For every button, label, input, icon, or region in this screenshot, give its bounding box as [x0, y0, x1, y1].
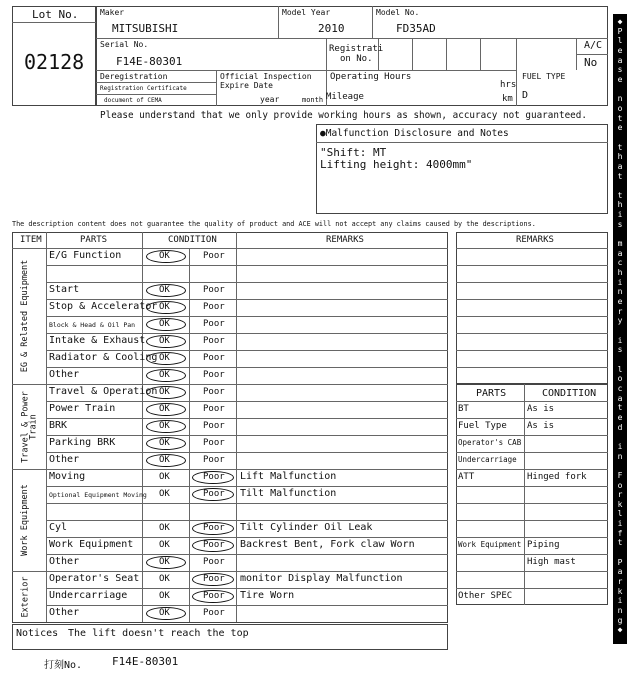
sidebar-char: m: [617, 239, 623, 249]
right-row-line: [456, 316, 608, 317]
serial-label: Serial No.: [100, 40, 149, 49]
sidebar-char: k: [617, 499, 623, 509]
row-part: Stop & Accelerator: [49, 301, 158, 312]
table-col-line: [46, 232, 47, 622]
ok-selected-oval: [146, 284, 186, 297]
deregistration-label: Deregistration: [100, 72, 168, 81]
right-parts-header: PARTS: [476, 388, 507, 399]
row-part: Radiator & Cooling: [49, 352, 158, 363]
ok-selected-oval: [146, 369, 186, 382]
right-row-line: [456, 265, 608, 266]
operating-hours-label: Operating Hours: [330, 72, 412, 82]
sidebar-char: i: [617, 210, 623, 220]
row-remark: Tilt Cylinder Oil Leak: [240, 522, 373, 533]
row-poor: Poor: [203, 608, 225, 618]
sidebar-char: h: [617, 152, 623, 162]
row-part: E/G Function: [49, 250, 122, 261]
table-row-line: [46, 350, 448, 351]
row-ok: OK: [159, 540, 170, 550]
table-row-line: [46, 588, 448, 589]
right-row-line: [456, 554, 608, 555]
sidebar-char: r: [617, 306, 623, 316]
mileage-label: Mileage: [326, 92, 364, 102]
right-row-line: [456, 248, 608, 249]
row-ok: OK: [159, 591, 170, 601]
ok-selected-oval: [146, 420, 186, 433]
row-part: Work Equipment: [49, 539, 134, 550]
sidebar-char: n: [617, 451, 623, 461]
sidebar-char: l: [617, 364, 623, 374]
row-ok: OK: [159, 455, 170, 465]
table-row-line: [46, 605, 448, 606]
row-poor: Poor: [203, 285, 225, 295]
disclaimer: The description content does not guarantee the quality of product and ACE will not accept any claims caused by the descriptions.: [12, 220, 536, 228]
sidebar-char: n: [617, 287, 623, 297]
serial-value: F14E-80301: [116, 55, 183, 68]
table-row-line: [46, 503, 448, 504]
table-row-line: [46, 452, 448, 453]
sidebar-char: c: [617, 383, 623, 393]
right-row-part: Other SPEC: [458, 591, 513, 601]
working-hours-notice: Please understand that we only provide working hours as shown, accuracy not guaranteed.: [100, 110, 587, 121]
sidebar-char: i: [617, 596, 623, 606]
right-row-condition: As is: [527, 421, 555, 431]
sidebar-char: e: [617, 297, 623, 307]
row-ok: OK: [159, 285, 170, 295]
right-row-part: Fuel Type: [458, 421, 507, 431]
right-row-part: Work Equipment: [458, 540, 522, 549]
right-row-condition: High mast: [527, 557, 576, 567]
table-row-line: [46, 418, 448, 419]
table-row-line: [12, 248, 448, 249]
official-inspection-label: Official Inspection: [220, 72, 312, 81]
sidebar-char: a: [617, 393, 623, 403]
row-poor: Poor: [203, 540, 225, 550]
row-ok: OK: [159, 387, 170, 397]
table-row-line: [46, 435, 448, 436]
sidebar-char: s: [617, 219, 623, 229]
row-poor: Poor: [203, 455, 225, 465]
registration-label-2: on No.: [340, 54, 373, 64]
row-ok: OK: [159, 472, 170, 482]
row-ok: OK: [159, 438, 170, 448]
row-ok: OK: [159, 404, 170, 414]
model-year-label: Model Year: [282, 8, 331, 17]
row-poor: Poor: [203, 574, 225, 584]
hrs-label: hrs: [500, 80, 517, 90]
sidebar-char: c: [617, 258, 623, 268]
sidebar-char: ◆: [617, 17, 623, 26]
right-row-line: [456, 469, 608, 470]
sidebar-char: l: [617, 509, 623, 519]
registration-certificate-label: Registration Certificate: [100, 85, 187, 92]
right-remarks-header: REMARKS: [516, 235, 554, 245]
row-ok: OK: [159, 557, 170, 567]
right-row-condition: Hinged fork: [527, 472, 587, 482]
right-row-part: ATT: [458, 472, 475, 482]
sidebar-char: i: [617, 335, 623, 345]
sidebar-char: y: [617, 316, 623, 326]
malfunction-line-1: "Shift: MT: [320, 146, 387, 159]
right-row-line: [456, 333, 608, 334]
ok-selected-oval: [146, 437, 186, 450]
row-remark: Lift Malfunction: [240, 471, 337, 482]
right-row-line: [456, 435, 608, 436]
registration-label-1: Registrati: [329, 44, 384, 54]
sidebar-char: t: [617, 403, 623, 413]
sidebar-char: l: [617, 36, 623, 46]
table-row-line: [46, 316, 448, 317]
row-poor: Poor: [203, 387, 225, 397]
fuel-type-label: FUEL TYPE: [522, 72, 566, 81]
right-row-line: [456, 503, 608, 504]
poor-selected-oval: [192, 522, 234, 535]
table-row-line: [46, 401, 448, 402]
lot-label: Lot No.: [32, 8, 79, 21]
sidebar-char: f: [617, 528, 623, 538]
right-row-part: BT: [458, 404, 469, 414]
poor-selected-oval: [192, 488, 234, 501]
row-part: Power Train: [49, 403, 116, 414]
maker-value: MITSUBISHI: [112, 22, 179, 35]
sidebar-char: e: [617, 412, 623, 422]
group-label: Exterior: [20, 576, 30, 617]
table-row-line: [46, 299, 448, 300]
right-row-line: [456, 452, 608, 453]
poor-selected-oval: [192, 573, 234, 586]
row-part: Intake & Exhaust: [49, 335, 146, 346]
model-no-value: FD35AD: [396, 22, 436, 35]
table-row-line: [46, 537, 448, 538]
ok-selected-oval: [146, 301, 186, 314]
row-poor: Poor: [203, 336, 225, 346]
month-label: month: [302, 96, 324, 104]
sidebar-char: P: [617, 26, 623, 36]
right-row-line: [456, 537, 608, 538]
row-ok: OK: [159, 302, 170, 312]
sidebar-char: P: [617, 557, 623, 567]
sidebar-char: o: [617, 103, 623, 113]
sidebar-char: s: [617, 345, 623, 355]
row-part: Parking BRK: [49, 437, 116, 448]
row-remark: monitor Display Malfunction: [240, 573, 403, 584]
right-row-line: [456, 486, 608, 487]
ok-selected-oval: [146, 556, 186, 569]
ok-selected-oval: [146, 318, 186, 331]
group-label: EG & Related Equipment: [20, 259, 30, 373]
row-ok: OK: [159, 336, 170, 346]
row-poor: Poor: [203, 489, 225, 499]
maker-label: Maker: [100, 8, 125, 17]
ok-selected-oval: [146, 335, 186, 348]
right-row-line: [456, 367, 608, 368]
sidebar-char: a: [617, 567, 623, 577]
row-part: Undercarriage: [49, 590, 128, 601]
right-condition-header: CONDITION: [542, 388, 597, 399]
table-row-line: [46, 554, 448, 555]
row-part: BRK: [49, 420, 68, 431]
sidebar-char: e: [617, 74, 623, 84]
notices-label: Notices: [16, 628, 59, 639]
sidebar-char: t: [617, 538, 623, 548]
lot-number: 02128: [24, 50, 85, 74]
row-ok: OK: [159, 489, 170, 499]
poor-selected-oval: [192, 539, 234, 552]
ok-selected-oval: [146, 454, 186, 467]
row-poor: Poor: [203, 251, 225, 261]
table-row-line: [12, 469, 448, 470]
table-row-line: [46, 265, 448, 266]
sidebar-char: g: [617, 615, 623, 625]
group-label: Travel & Power Train: [20, 390, 38, 463]
sidebar-char: n: [617, 94, 623, 104]
row-part: Start: [49, 284, 80, 295]
row-poor: Poor: [203, 438, 225, 448]
row-poor: Poor: [203, 523, 225, 533]
table-row-line: [46, 520, 448, 521]
row-ok: OK: [159, 608, 170, 618]
right-row-part: Operator's CAB: [458, 438, 522, 447]
sidebar-char: t: [617, 171, 623, 181]
table-row-line: [46, 486, 448, 487]
sidebar-char: a: [617, 161, 623, 171]
row-ok: OK: [159, 319, 170, 329]
row-ok: OK: [159, 421, 170, 431]
ok-selected-oval: [146, 250, 186, 263]
row-part: Other: [49, 607, 80, 618]
row-remark: Tire Worn: [240, 590, 295, 601]
right-row-line: [456, 418, 608, 419]
sidebar-char: t: [617, 113, 623, 123]
ok-selected-oval: [146, 403, 186, 416]
table-col-line: [142, 232, 143, 622]
right-row-line: [456, 401, 608, 402]
row-poor: Poor: [203, 370, 225, 380]
header-remarks: REMARKS: [326, 235, 364, 245]
sidebar-char: s: [617, 65, 623, 75]
right-row-line: [456, 282, 608, 283]
ok-selected-oval: [146, 386, 186, 399]
row-part: Block & Head & Oil Pan: [49, 321, 136, 329]
right-row-line: [456, 350, 608, 351]
poor-selected-oval: [192, 590, 234, 603]
right-row-part: Undercarriage: [458, 455, 517, 464]
ac-label: A/C: [584, 40, 603, 51]
row-remark: Tilt Malfunction: [240, 488, 337, 499]
row-poor: Poor: [203, 319, 225, 329]
sidebar-char: e: [617, 45, 623, 55]
row-poor: Poor: [203, 472, 225, 482]
header-condition: CONDITION: [168, 235, 217, 245]
ok-selected-oval: [146, 607, 186, 620]
model-no-label: Model No.: [376, 8, 420, 17]
row-ok: OK: [159, 370, 170, 380]
header-parts: PARTS: [80, 235, 108, 245]
row-ok: OK: [159, 574, 170, 584]
row-poor: Poor: [203, 421, 225, 431]
sidebar-char: a: [617, 55, 623, 65]
sidebar-char: k: [617, 586, 623, 596]
row-part: Optional Equipment Moving: [49, 491, 147, 499]
table-row-line: [46, 367, 448, 368]
right-row-line: [456, 588, 608, 589]
row-ok: OK: [159, 353, 170, 363]
row-ok: OK: [159, 523, 170, 533]
right-row-line: [456, 299, 608, 300]
fuel-type-value: D: [522, 90, 529, 101]
sidebar-char: t: [617, 190, 623, 200]
sidebar-char: i: [617, 277, 623, 287]
sidebar-char: r: [617, 490, 623, 500]
table-row-line: [12, 571, 448, 572]
row-poor: Poor: [203, 404, 225, 414]
right-row-line: [456, 520, 608, 521]
right-row-condition: As is: [527, 404, 555, 414]
sidebar-char: h: [617, 200, 623, 210]
sidebar-char: n: [617, 606, 623, 616]
table-row-line: [46, 282, 448, 283]
row-ok: OK: [159, 251, 170, 261]
row-poor: Poor: [203, 302, 225, 312]
right-row-line: [456, 571, 608, 572]
row-part: Other: [49, 454, 80, 465]
sidebar-char: ◆: [617, 625, 623, 635]
row-remark: Backrest Bent, Fork claw Worn: [240, 539, 415, 550]
header-item: ITEM: [20, 235, 42, 245]
sidebar-char: d: [617, 422, 623, 432]
row-poor: Poor: [203, 557, 225, 567]
table-row-line: [12, 384, 448, 385]
sidebar-char: F: [617, 470, 623, 480]
row-part: Operator's Seat: [49, 573, 140, 584]
sidebar-char: i: [617, 519, 623, 529]
poor-selected-oval: [192, 471, 234, 484]
expire-date-label: Expire Date: [220, 81, 273, 90]
sidebar-char: r: [617, 577, 623, 587]
row-part: Other: [49, 556, 80, 567]
row-poor: Poor: [203, 353, 225, 363]
row-part: Other: [49, 369, 80, 380]
row-part: Moving: [49, 471, 86, 482]
malfunction-title: ●Malfunction Disclosure and Notes: [320, 128, 509, 139]
sidebar-char: e: [617, 123, 623, 133]
sidebar-char: h: [617, 268, 623, 278]
ok-selected-oval: [146, 352, 186, 365]
group-label: Work Equipment: [20, 484, 30, 556]
location-sidebar: [613, 14, 627, 644]
row-poor: Poor: [203, 591, 225, 601]
stamp-value: F14E-80301: [112, 655, 179, 668]
ac-value: No: [584, 56, 598, 69]
row-part: Travel & Operation: [49, 386, 158, 397]
sidebar-char: a: [617, 248, 623, 258]
sidebar-char: i: [617, 441, 623, 451]
sidebar-char: t: [617, 142, 623, 152]
malfunction-line-2: Lifting height: 4000mm": [320, 158, 473, 171]
model-year-value: 2010: [318, 22, 345, 35]
sidebar-char: o: [617, 480, 623, 490]
sidebar-char: o: [617, 374, 623, 384]
stamp-label: 打刻No.: [44, 660, 83, 671]
right-row-condition: Piping: [527, 540, 560, 550]
table-row-line: [46, 333, 448, 334]
km-label: km: [502, 94, 513, 104]
notices-text: The lift doesn't reach the top: [68, 628, 249, 639]
table-col-line: [236, 232, 237, 622]
row-part: Cyl: [49, 522, 68, 533]
year-label: year: [260, 95, 280, 104]
right-remarks-frame: [456, 232, 608, 384]
cema-label: document of CEMA: [104, 97, 162, 104]
